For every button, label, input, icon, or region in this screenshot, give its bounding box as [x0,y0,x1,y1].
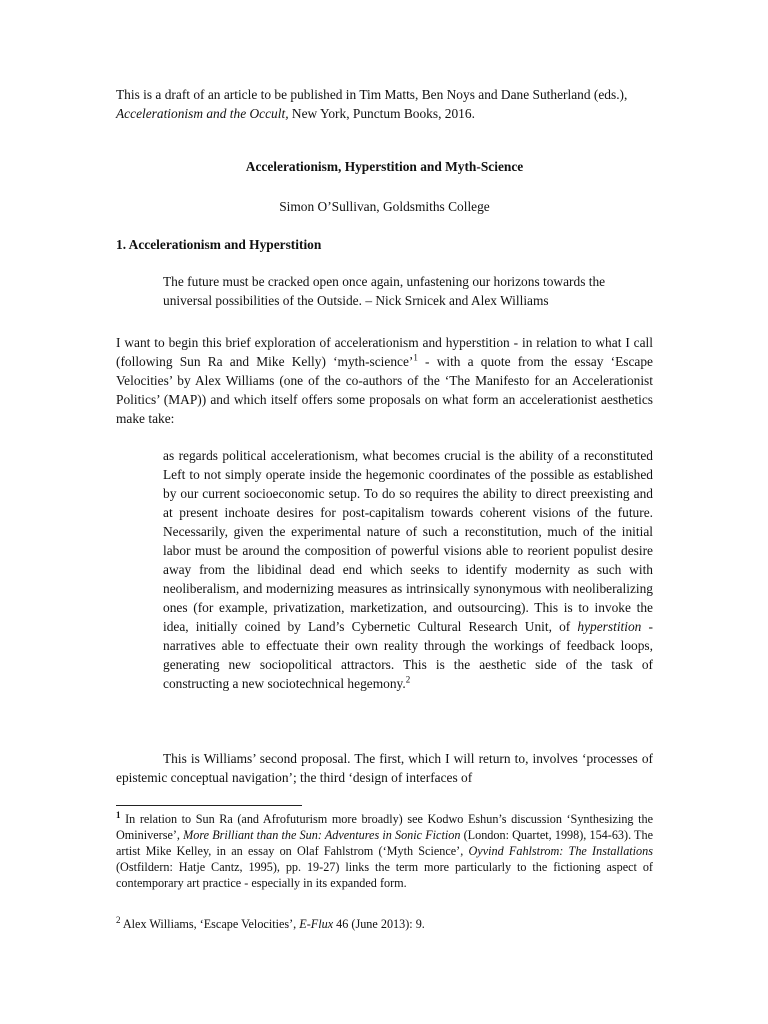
footnote-2-title: E-Flux [299,917,334,931]
article-title: Accelerationism, Hyperstition and Myth-Science [245,159,524,174]
paragraph-2: This is Williams’ second proposal. The first, which I will return to, involves ‘processes of epistemic conceptual navigation’; the third ‘design of interfaces of [116,751,653,785]
footnote-1-number: 1 [116,809,121,820]
footnote-2-text: Alex Williams, ‘Escape Velocities’, [120,917,300,931]
draft-notice [116,85,653,123]
footnote-ref-2[interactable]: 2 [405,674,411,685]
footnote-1-text: In relation to Sun Ra (and Afrofuturism more broadly) see Kodwo Eshun’s discussion ‘Synthesizing the Ominiverse’, [116,812,653,842]
block-quote-text: as regards political accelerationism, what becomes crucial is the ability of a reconstituted Left to not simply operate inside the hegemonic coordinates of the possible as established by our current socioeconomic setup. To do so requires the ability to direct preexisting and at present inchoate desires for post-capitalism towards coherent visions of the future. Necessarily, given the experimental nature of such a reconstitution, much of the initial labor must be around the composition of powerful visions able to reorient populist desire away from the libidinal dead end which seeks to identify modernity as such with neoliberalism, and modernizing measures as intrinsically synonymous with neoliberalizing ones (for example, privatization, marketization, and outsourcing). This is to invoke the idea, initially coined by Land’s Cybernetic Cultural Research Unit, of [163,448,653,634]
section-heading: 1. Accelerationism and Hyperstition [116,237,322,252]
footnote-1-title-2: Oyvind Fahlstrom: The Installations [468,844,653,858]
draft-notice-text: This is a draft of an article to be published in Tim Matts, Ben Noys and Dane Sutherland (eds.), [116,87,628,102]
footnote-1 [116,811,653,891]
footnote-1-text-end: (Ostfildern: Hatje Cantz, 1995), pp. 19-27) links the term more particularly to the fictioning aspect of contemporary art practice - especially in its expanded form. [116,860,653,890]
block-quote [163,446,653,693]
paragraph-1-text-cont: - with a quote from the essay ‘Escape Velocities’ by Alex Williams (one of the co-authors of the ‘The Manifesto for an Accelerationist Politics’ (MAP)) and which itself offers some proposals on what form an accelerationist aesthetics make take: [116,354,653,426]
author-line: Simon O’Sullivan, Goldsmiths College [279,199,490,214]
footnote-1-title-1: More Brilliant than the Sun: Adventures in Sonic Fiction [183,828,461,842]
footnote-2-number: 2 [116,914,121,925]
footnote-2 [116,916,653,932]
paragraph-1-text: I want to begin this brief exploration of accelerationism and hyperstition - in relation to what I call (following Sun Ra and Mike Kelly) ‘myth-science’ [116,335,653,369]
epigraph: The future must be cracked open once again, unfastening our horizons towards the universal possibilities of the Outside. – Nick Srnicek and Alex Williams [163,274,606,308]
block-quote-emphasis: hyperstition [577,619,642,634]
block-quote-text-cont: - narratives able to effectuate their own reality through the workings of feedback loops, generating new sociopolitical attractors. This is the aesthetic side of the task of constructing a new sociotechnical hegemony. [163,619,654,691]
draft-notice-publisher: New York, Punctum Books, 2016. [288,106,475,121]
paragraph-1 [116,333,653,428]
book-title: Accelerationism and the Occult, [116,106,289,121]
footnote-1-text-cont: (London: Quartet, 1998), 154-63). The artist Mike Kelley, in an essay on Olaf Fahlstrom (‘Myth Science’, [116,828,654,858]
footnote-divider [116,805,302,806]
footnote-ref-1[interactable]: 1 [413,352,418,363]
footnote-2-text-cont: 46 (June 2013): 9. [333,917,425,931]
